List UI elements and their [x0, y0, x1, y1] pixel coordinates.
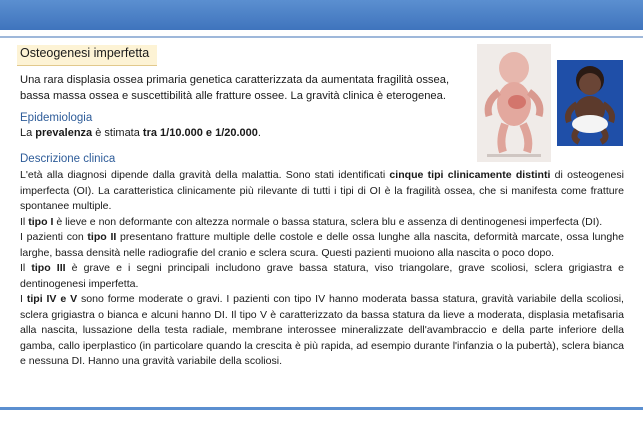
clinical-heading: Descrizione clinica	[20, 153, 116, 165]
clinical-paragraph-1: L'età alla diagnosi dipende dalla gravità della malattia. Sono stati identificati cinque tipi clinicamente distinti di osteogenesi imperfecta (OI). La caratteristica clinicamente più rilevante di tutti i tipi di OI è la fragilità ossea, che si manifesta come fratture spontanee multiple.	[20, 169, 624, 212]
prevalence-line: La prevalenza è stimata tra 1/10.000 e 1/20.000.	[20, 127, 261, 139]
infant-photo	[477, 44, 551, 162]
clinical-paragraph-type-2: I pazienti con tipo II presentano fratture multiple delle costole e delle ossa lunghe alla nascita, deformità marcate, ossa lunghe larghe, bassa densità nelle radiografie del cranio e sclera scura. Questi pazienti muoiono alla nascita o poco dopo.	[20, 231, 624, 259]
child-photo	[557, 60, 623, 146]
clinical-paragraph-type-4-5: I tipi IV e V sono forme moderate o gravi. I pazienti con tipo IV hanno moderata bassa statura, gravità variabile della scoliosi, sclera grigiastra o bianca e alcuni hanno DI. Il tipo V è caratterizzato da bassa statura da lieve a moderata, displasia metafisaria alla nascita, lussazione della testa radiale, membrane interossee mineralizzate dell'avambraccio e della parte inferiore della gamba, callo iperplastico (in particolare quando la crescita è più rapida, ad esempio durante l'infanzia o la pubertà), sclera bianca e nessuna DI. Hanno una gravità variabile della scoliosi.	[20, 293, 624, 367]
page-title: Osteogenesi imperfetta	[20, 46, 150, 60]
footer-divider	[0, 407, 643, 410]
header-divider	[0, 36, 643, 38]
clinical-paragraph-type-3: Il tipo III è grave e i segni principali includono grave bassa statura, viso triangolare, grave scoliosi, sclera grigiastra e dentinogenesi imperfetta.	[20, 262, 624, 290]
clinical-paragraph-type-1: Il tipo I è lieve e non deformante con altezza normale o bassa statura, sclera blu e assenza di dentinogenesi imperfecta (DI).	[20, 215, 603, 228]
header-bar	[0, 0, 643, 30]
clinical-description	[20, 168, 624, 370]
intro-paragraph: Una rara displasia ossea primaria genetica caratterizzata da aumentata fragilità ossea, bassa massa ossea e suscettibilità alle fratture ossee. La gravità clinica è eterogenea.	[20, 74, 450, 102]
epidemiology-heading: Epidemiologia	[20, 112, 93, 124]
